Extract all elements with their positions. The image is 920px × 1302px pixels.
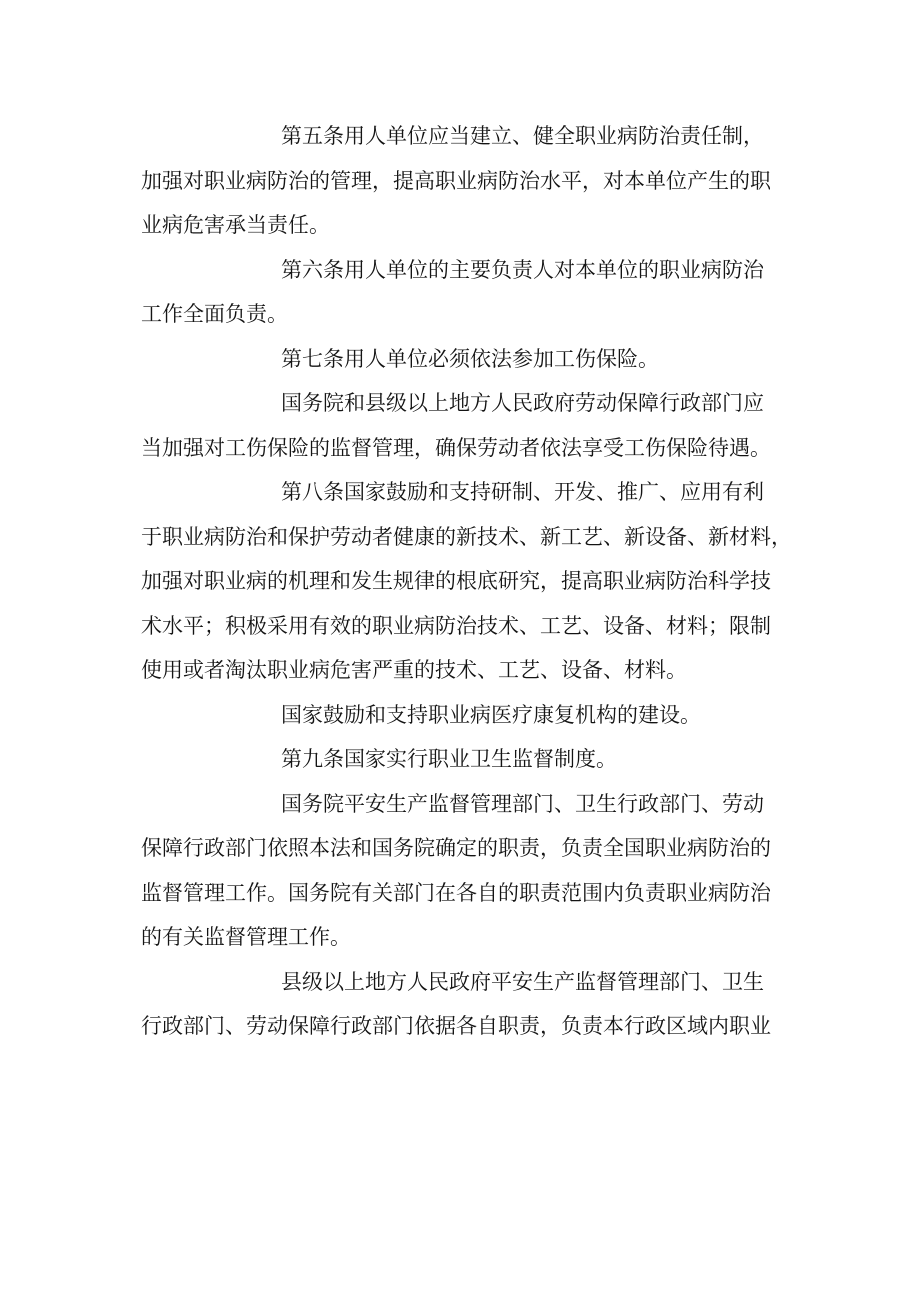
text-line: 于职业病防治和保护劳动者健康的新技术、新工艺、新设备、新材料， [141, 524, 792, 549]
text-line: 工作全面负责。 [141, 302, 288, 326]
paragraph-article-9-clause-2 [141, 782, 781, 960]
text-line: 业病危害承当责任。 [141, 213, 330, 237]
text-line: 第六条用人单位的主要负责人对本单位的职业病防治 [281, 257, 764, 282]
text-line: 当加强对工伤保险的监督管理，确保劳动者依法享受工伤保险待遇。 [141, 435, 771, 460]
paragraph-article-8-clause-2 [141, 693, 781, 738]
text-line: 使用或者淘汰职业病危害严重的技术、工艺、设备、材料。 [141, 658, 687, 682]
text-line: 术水平；积极采用有效的职业病防治技术、工艺、设备、材料；限制 [141, 613, 771, 638]
paragraph-article-9 [141, 737, 781, 782]
paragraph-article-5 [141, 114, 781, 248]
text-line: 监督管理工作。国务院有关部门在各自的职责范围内负责职业病防治 [141, 880, 771, 905]
text-line: 第八条国家鼓励和支持研制、开发、推广、应用有利 [281, 480, 764, 504]
text-line: 县级以上地方人民政府平安生产监督管理部门、卫生 [281, 969, 764, 994]
paragraph-article-7 [141, 337, 781, 382]
paragraph-article-8 [141, 470, 792, 693]
text-line: 国务院和县级以上地方人民政府劳动保障行政部门应 [281, 391, 764, 415]
text-line: 加强对职业病防治的管理，提高职业病防治水平，对本单位产生的职 [141, 168, 771, 193]
text-line: 国务院平安生产监督管理部门、卫生行政部门、劳动 [281, 791, 764, 816]
text-line: 第九条国家实行职业卫生监督制度。 [281, 747, 617, 771]
text-line: 行政部门、劳动保障行政部门依据各自职责，负责本行政区域内职业 [141, 1014, 771, 1038]
text-line: 加强对职业病的机理和发生规律的根底研究，提高职业病防治科学技 [141, 569, 771, 593]
text-line: 第五条用人单位应当建立、健全职业病防治责任制， [281, 124, 764, 148]
paragraph-article-7-clause-2 [141, 381, 781, 470]
text-line: 第七条用人单位必须依法参加工伤保险。 [281, 346, 659, 371]
document-body [141, 114, 792, 1049]
text-line: 保障行政部门依照本法和国务院确定的职责，负责全国职业病防治的 [141, 836, 771, 860]
paragraph-article-6 [141, 248, 781, 337]
paragraph-article-9-clause-3 [141, 960, 781, 1049]
text-line: 国家鼓励和支持职业病医疗康复机构的建设。 [281, 702, 701, 727]
text-line: 的有关监督管理工作。 [141, 925, 351, 949]
